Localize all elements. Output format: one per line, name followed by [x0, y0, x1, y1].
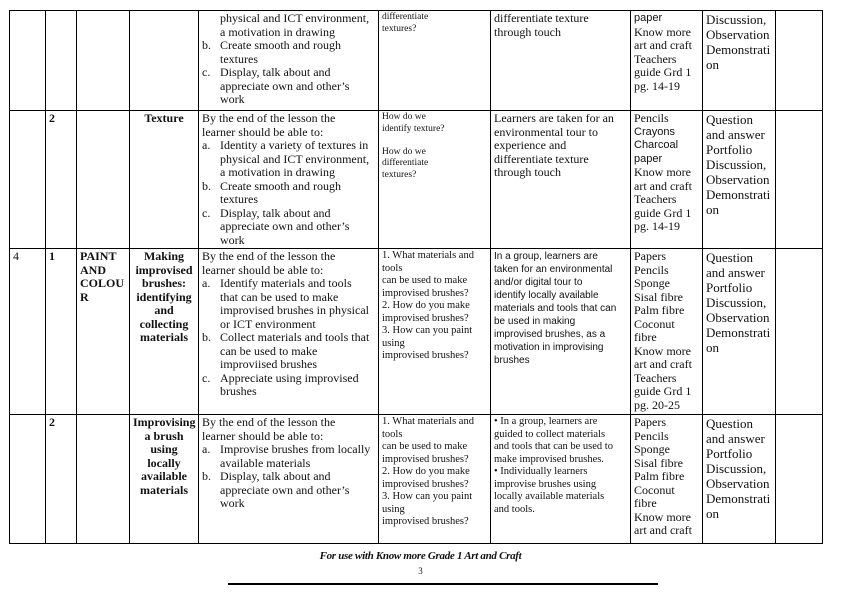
- outcome-item: [202, 207, 375, 248]
- outcome-item: [202, 39, 375, 66]
- remarks-cell: [776, 111, 823, 249]
- week-cell: 4: [10, 249, 46, 415]
- scheme-of-work-table: [9, 10, 823, 544]
- outcome-text: Display, talk about and appreciate own and other’s work: [220, 65, 350, 106]
- resource-group: Know more art and craft Teachers guide Grd 1 pg. 14-19: [634, 24, 692, 93]
- outcome-item: [202, 12, 375, 39]
- learning-experiences-cell: Learners are taken for an environmental tour to experience and differentiate texture through touch: [491, 111, 631, 249]
- outcome-marker: c.: [202, 65, 211, 79]
- outcome-marker: c.: [202, 370, 211, 385]
- assessment-cell: Question and answer Portfolio Discussion, Observation Demonstrati on: [703, 111, 776, 249]
- remarks-cell: [776, 415, 823, 544]
- outcome-marker: [202, 12, 220, 39]
- strand-cell: [77, 415, 130, 544]
- week-cell: [10, 11, 46, 111]
- page-number: 3: [418, 566, 423, 576]
- outcome-text: physical and ICT environment, a motivation in drawing: [220, 11, 370, 39]
- key-questions-cell: How do we identify texture? How do we differentiate textures?: [379, 111, 491, 249]
- outcome-marker: b.: [202, 38, 211, 52]
- lesson-cell: 2: [46, 111, 77, 249]
- sub-strand-cell: Texture: [130, 111, 199, 249]
- footer-caption: For use with Know more Grade 1 Art and Craft: [319, 550, 522, 562]
- lesson-cell: [46, 11, 77, 111]
- outcomes-cell: [199, 415, 379, 544]
- footer-rule: [228, 583, 658, 585]
- outcomes-cell: [199, 249, 379, 415]
- key-questions-cell: 1. What materials and tools can be used to make improvised brushes? 2. How do you make improvised brushes? 3. How can you paint using improvised brushes?: [379, 249, 491, 415]
- learning-experiences-cell: • In a group, learners are guided to collect materials and tools that can be used to make improvised brushes. • Individually learners improvise brushes using locally available materials and tools.: [491, 415, 631, 544]
- resource-group: Pencils: [634, 111, 669, 125]
- outcome-item: [202, 66, 375, 107]
- resource-group: Crayons Charcoal paper: [634, 125, 679, 165]
- outcome-marker: a.: [202, 276, 211, 290]
- strand-cell: [77, 11, 130, 111]
- remarks-cell: [776, 249, 823, 415]
- learning-experiences-cell: differentiate texture through touch: [491, 11, 631, 111]
- resource-group: paper: [634, 12, 663, 24]
- outcome-item: [202, 180, 375, 207]
- outcomes-intro: By the end of the lesson the learner should be able to:: [202, 415, 336, 443]
- outcome-text: Improvise brushes from locally available materials: [220, 442, 371, 470]
- assessment-cell: Discussion, Observation Demonstrati on: [703, 11, 776, 111]
- assessment-cell: Question and answer Portfolio Discussion, Observation Demonstrati on: [703, 415, 776, 544]
- strand-cell: [77, 111, 130, 249]
- week-cell: [10, 111, 46, 249]
- outcome-text: Identity a variety of textures in physical and ICT environment, a motivation in drawing: [220, 138, 370, 179]
- outcome-item: [202, 372, 375, 399]
- outcomes-intro: By the end of the lesson the learner should be able to:: [202, 249, 336, 277]
- outcome-text: Appreciate using improvised brushes: [220, 370, 359, 398]
- assessment-cell: Question and answer Portfolio Discussion, Observation Demonstrati on: [703, 249, 776, 415]
- outcome-text: Create smooth and rough textures: [220, 178, 341, 206]
- resources-cell: [631, 11, 703, 111]
- remarks-cell: [776, 11, 823, 111]
- lesson-cell: 2: [46, 415, 77, 544]
- outcome-text: Display, talk about and appreciate own and other’s work: [220, 205, 350, 247]
- outcomes-intro: By the end of the lesson the learner should be able to:: [202, 111, 336, 139]
- resources-cell: [631, 415, 703, 544]
- key-questions-cell: 1. What materials and tools can be used to make improvised brushes? 2. How do you make improvised brushes? 3. How can you paint using improvised brushes?: [379, 415, 491, 544]
- resource-group: Papers Pencils Sponge Sisal fibre Palm fibre Coconut fibre Know more art and craft: [634, 415, 692, 537]
- outcomes-cell: [199, 111, 379, 249]
- sub-strand-cell: [130, 11, 199, 111]
- outcome-item: [202, 470, 375, 511]
- strand-cell: PAINT AND COLOU R: [77, 249, 130, 415]
- resources-cell: [631, 249, 703, 415]
- outcome-item: [202, 331, 375, 372]
- outcomes-cell: [199, 11, 379, 111]
- outcome-text: Create smooth and rough textures: [220, 38, 341, 66]
- table-row: [10, 111, 823, 249]
- lesson-cell: 1: [46, 249, 77, 415]
- week-cell: [10, 415, 46, 544]
- table-row: [10, 415, 823, 544]
- outcome-marker: c.: [202, 205, 211, 220]
- outcome-item: [202, 139, 375, 180]
- outcome-text: Identify materials and tools that can be used to make improvised brushes in physical or ICT environment: [220, 276, 369, 331]
- outcome-item: [202, 443, 375, 470]
- key-questions-cell: differentiate textures?: [379, 11, 491, 111]
- sub-strand-cell: Making improvised brushes: identifying and collecting materials: [130, 249, 199, 415]
- learning-experiences-cell: In a group, learners are taken for an environmental and/or digital tour to identify locally available materials and tools that can be used in making improvised brushes, as a motivation in improvising brushes: [491, 249, 631, 415]
- resources-cell: [631, 111, 703, 249]
- outcome-marker: b.: [202, 178, 211, 193]
- outcome-item: [202, 277, 375, 331]
- resource-group: Know more art and craft Teachers guide Grd 1 pg. 14-19: [634, 165, 692, 233]
- outcome-marker: a.: [202, 138, 211, 152]
- outcome-marker: a.: [202, 442, 211, 456]
- outcome-text: Display, talk about and appreciate own and other’s work: [220, 469, 350, 510]
- resource-group: Papers Pencils Sponge Sisal fibre Palm fibre Coconut fibre Know more art and craft Teachers guide Grd 1 pg. 20-25: [634, 249, 692, 412]
- outcome-marker: b.: [202, 330, 211, 344]
- table-row: [10, 11, 823, 111]
- sub-strand-cell: Improvising a brush using locally available materials: [130, 415, 199, 544]
- table-row: [10, 249, 823, 415]
- outcome-marker: b.: [202, 469, 211, 483]
- outcome-text: Collect materials and tools that can be used to make improviised brushes: [220, 330, 370, 371]
